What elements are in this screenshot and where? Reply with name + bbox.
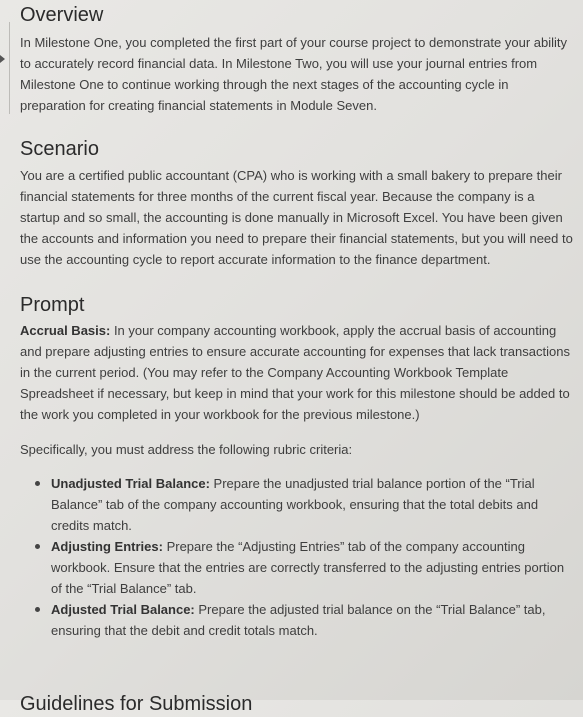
accrual-basis-label: Accrual Basis: xyxy=(20,323,111,338)
criterion-label: Unadjusted Trial Balance: xyxy=(51,476,210,491)
criterion-label: Adjusting Entries: xyxy=(51,539,163,554)
scenario-heading: Scenario xyxy=(20,138,99,160)
scenario-section xyxy=(20,136,575,270)
prompt-intro xyxy=(20,320,575,425)
overview-body: In Milestone One, you completed the first part of your course project to demonstrate your ability to accurately record financial data. In Milestone Two, you will use your journal entries from Milestone One to continue working through the next stages of the accounting cycle in preparation for creating financial statements in Module Seven. xyxy=(20,35,567,113)
list-item xyxy=(20,599,575,641)
caret-right-icon[interactable] xyxy=(0,55,5,63)
criterion-text: Prepare the adjusted trial balance on the “Trial Balance” tab, ensuring that the debit and credit totals match. xyxy=(51,602,546,638)
page-content xyxy=(20,0,575,641)
list-item xyxy=(20,473,575,536)
prompt-heading: Prompt xyxy=(20,294,85,316)
criterion-text: Prepare the “Adjusting Entries” tab of the company accounting workbook. Ensure that the entries are correctly transferred to the adjusting entries portion of the “Trial Balance” tab. xyxy=(51,539,565,596)
bullet-icon xyxy=(35,607,40,612)
left-margin-rule xyxy=(9,22,10,114)
criterion-label: Adjusted Trial Balance: xyxy=(51,602,195,617)
prompt-section xyxy=(20,292,575,641)
criterion-text: Prepare the unadjusted trial balance portion of the “Trial Balance” tab of the company accounting workbook, ensuring that the total debits and credits match. xyxy=(51,476,539,533)
next-heading: Guidelines for Submission xyxy=(20,693,253,715)
accrual-basis-text: In your company accounting workbook, apply the accrual basis of accounting and prepare adjusting entries to ensure accurate accounting for expenses that lack transactions in the current period. (You may refer to the Company Accounting Workbook Template Spreadsheet if necessary, but keep in mind that your work for this milestone should be added to the work you completed in your workbook for the previous milestone.) xyxy=(20,323,570,422)
overview-heading: Overview xyxy=(20,4,104,26)
rubric-criteria-list xyxy=(20,473,575,641)
bullet-icon xyxy=(35,544,40,549)
scenario-body: You are a certified public accountant (CPA) who is working with a small bakery to prepare their financial statements for three months of the current fiscal year. Because the company is a startup and so small, the accounting is done manually in Microsoft Excel. You have been given the accounts and information you need to prepare their financial statements, but you will need to use the accounting cycle to report accurate information to the finance department. xyxy=(20,168,573,267)
list-item xyxy=(20,536,575,599)
next-section-heading-cutoff xyxy=(20,691,260,715)
overview-section xyxy=(20,2,575,116)
rubric-intro: Specifically, you must address the following rubric criteria: xyxy=(20,442,353,457)
bullet-icon xyxy=(35,481,40,486)
